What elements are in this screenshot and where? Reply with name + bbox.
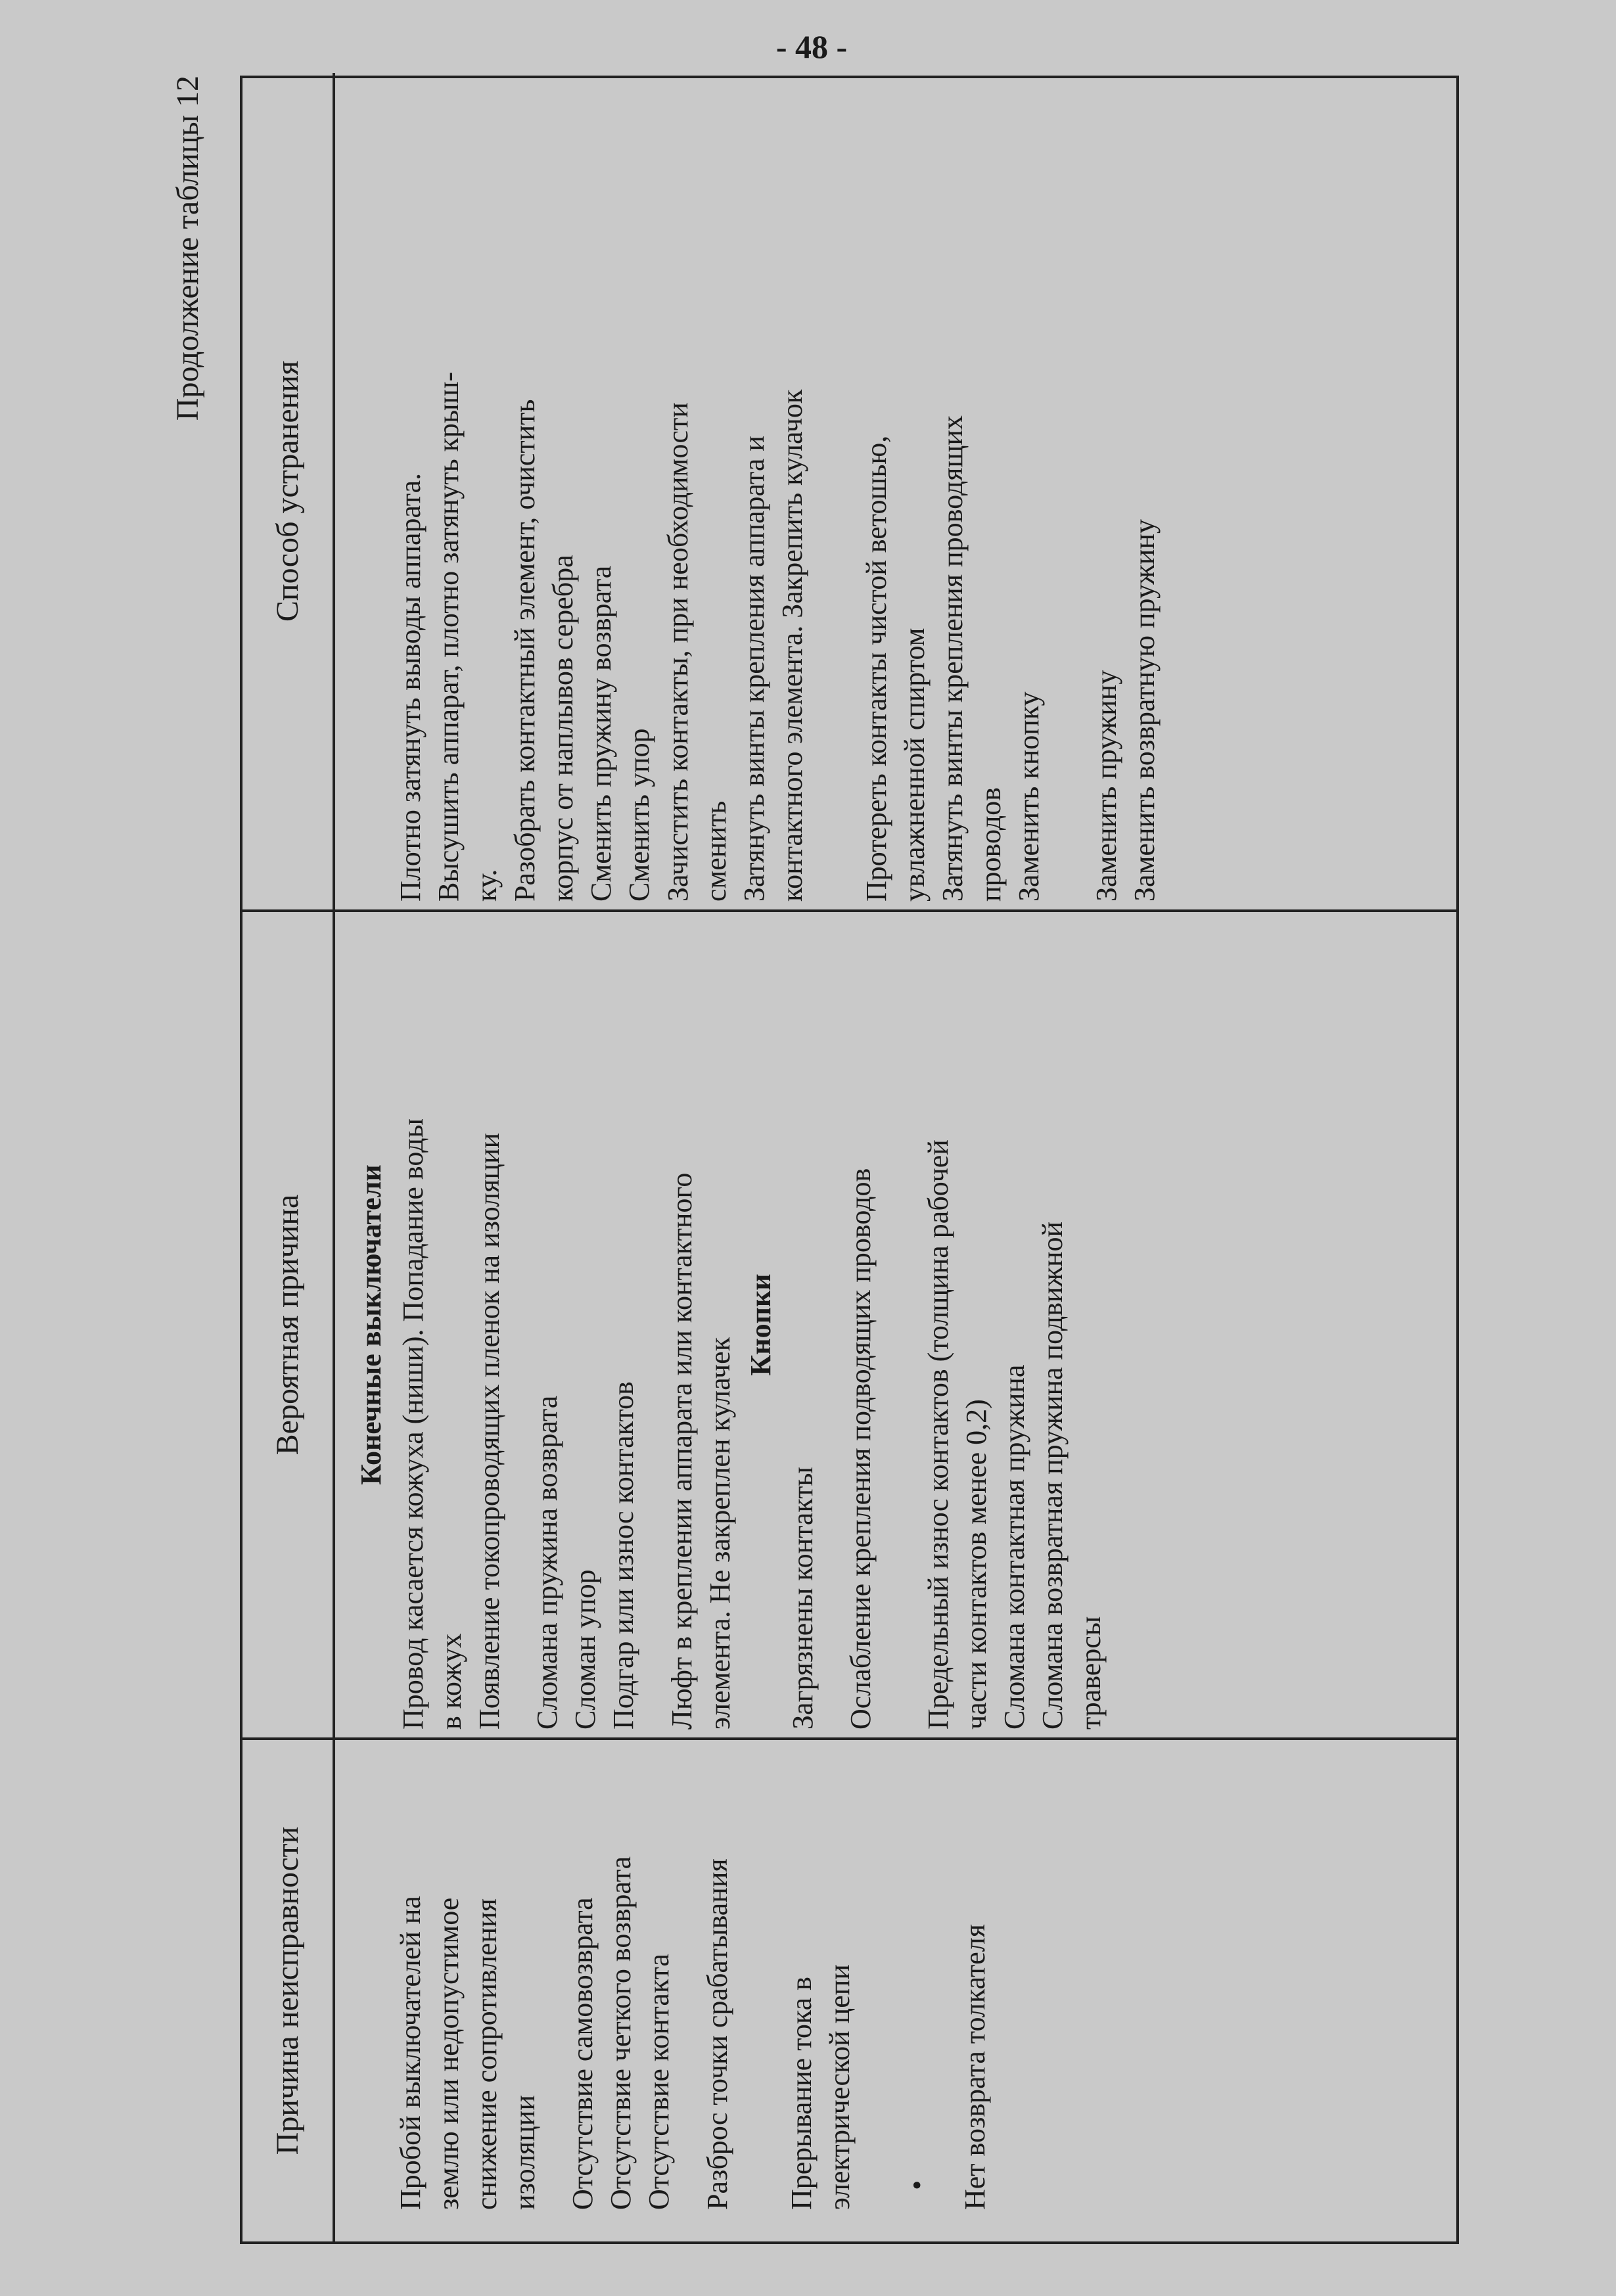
remedy-text: Заменить кнопку — [1013, 691, 1046, 902]
table-caption: Продолжение таблицы 12 — [170, 76, 205, 421]
remedy-text: Заменить пружину — [1090, 670, 1123, 902]
cause-text: части контактов менее 0,2) — [960, 1399, 993, 1730]
fault-text: Разброс точки срабатывания — [701, 1858, 733, 2210]
remedy-text: Сменить пружину возврата — [585, 565, 618, 902]
remedy-text: Зачистить контакты, при необходимости — [661, 402, 694, 902]
fault-text: Отсутствие самовозврата — [566, 1897, 599, 2210]
cause-text: Сломан упор — [569, 1569, 602, 1730]
fault-text: снижение сопротивления — [471, 1898, 503, 2210]
cause-text: Сломана контактная пружина — [998, 1364, 1031, 1730]
remedy-text: Затянуть винты крепления аппарата и — [737, 436, 770, 902]
cause-text: Появление токопроводящих пленок на изоляции — [473, 1132, 506, 1730]
remedy-text: корпус от наплывов серебра — [547, 555, 580, 902]
page-number: - 48 - — [775, 28, 848, 65]
remedy-text: Высушить аппарат, плотно затянуть крыш- — [432, 371, 465, 902]
cause-text: Люфт в креплении аппарата или контактного — [665, 1172, 698, 1730]
probable-cause-column — [334, 911, 1456, 1739]
cause-text: Сломана пружина возврата — [531, 1395, 564, 1730]
header-probable-cause: Вероятная причина — [242, 911, 334, 1739]
remedy-text: увлажненной спиртом — [898, 628, 931, 902]
remedy-text: Затянуть винты крепления проводящих — [936, 415, 969, 902]
cause-text: в кожух — [435, 1633, 468, 1730]
cause-text: элемента. Не закреплен кулачек — [703, 1337, 736, 1730]
remedy-text: Сменить упор — [623, 728, 656, 902]
cause-text: Сломана возвратная пружина подвижной — [1036, 1221, 1069, 1730]
fault-text: Пробой выключателей на — [394, 1896, 427, 2210]
cause-text: Загрязнены контакты — [786, 1467, 819, 1730]
fault-text: Отсутствие четкого возврата — [605, 1856, 637, 2210]
faults-table — [242, 73, 1456, 2241]
fault-text: Нет возврата толкателя — [958, 1924, 991, 2210]
remedy-text: Плотно затянуть выводы аппарата. — [394, 472, 427, 902]
cause-text: Подгар или износ контактов — [607, 1381, 640, 1730]
cause-text: траверсы — [1074, 1616, 1107, 1730]
remedy-text: Протереть контакты чистой ветошью, — [860, 435, 892, 902]
table-header-row — [242, 73, 334, 2241]
header-remedy: Способ устранения — [242, 73, 334, 911]
section-title-buttons: Кнопки — [744, 1274, 777, 1376]
cause-text: Ослабление крепления подводящих проводов — [844, 1168, 877, 1730]
header-fault: Причина неисправности — [242, 1739, 334, 2241]
section-title-limit-switches: Конечные выключатели — [355, 1164, 387, 1485]
fault-text: землю или недопустимое — [432, 1897, 465, 2210]
faults-table-frame — [240, 76, 1459, 2244]
fault-text: Прерывание тока в — [785, 1977, 818, 2210]
fault-text: изоляции — [509, 2095, 542, 2210]
remedy-text: Заменить возвратную пружину — [1128, 519, 1161, 902]
stray-mark: • — [900, 2180, 933, 2190]
cause-text: Провод касается кожуха (ниши). Попадание воды — [397, 1118, 430, 1730]
table-row — [334, 73, 1456, 2241]
cause-text: Предельный износ контактов (толщина рабочей — [921, 1139, 954, 1730]
rotated-page-content — [151, 76, 1459, 2244]
remedy-text: Разобрать контактный элемент, очистить — [509, 399, 542, 902]
remedy-text: ку. — [471, 869, 503, 902]
remedy-text: проводов — [975, 787, 1007, 902]
remedy-text: контактного элемента. Закрепить кулачок — [775, 389, 808, 902]
fault-text: Отсутствие контакта — [643, 1954, 676, 2210]
fault-column — [334, 1739, 1456, 2241]
remedy-column — [334, 73, 1456, 911]
remedy-text: сменить — [699, 800, 732, 902]
fault-text: электрической цепи — [823, 1964, 856, 2210]
